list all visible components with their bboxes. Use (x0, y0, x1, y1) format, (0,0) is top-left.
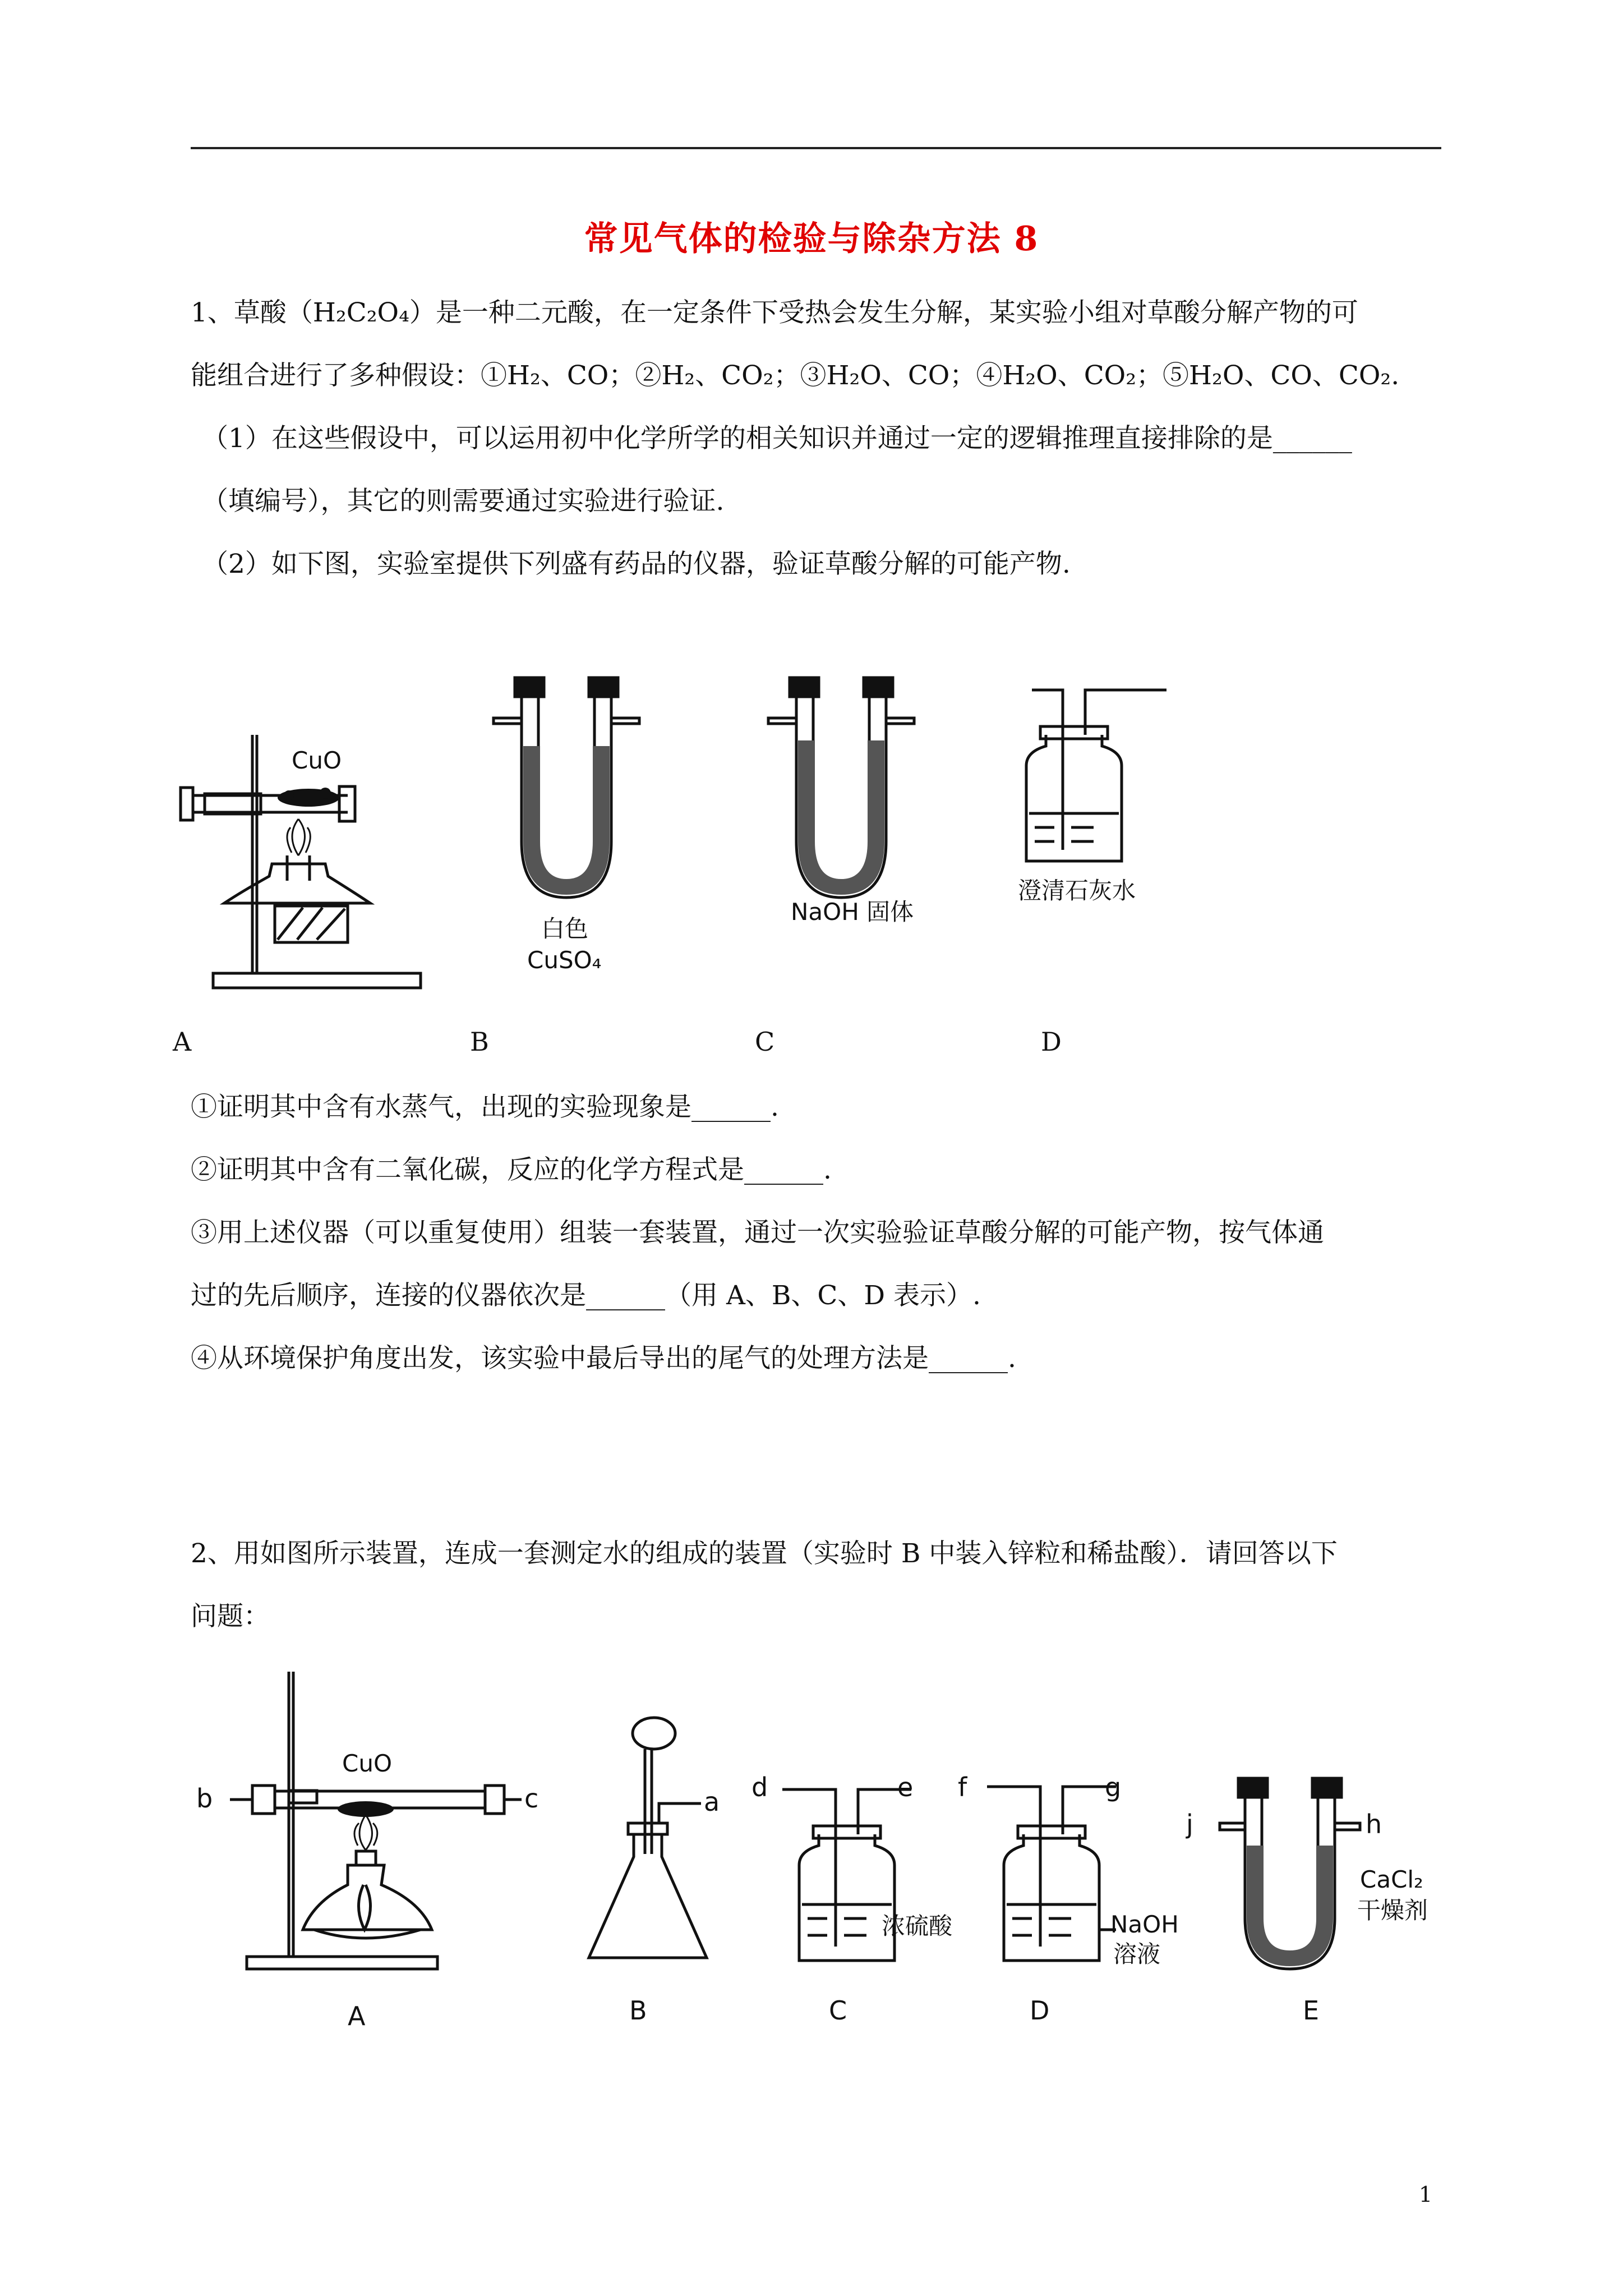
q1-sub2: （2）如下图，实验室提供下列盛有药品的仪器，验证草酸分解的可能产物. (202, 549, 1071, 579)
q1-item-1: ①证明其中含有水蒸气，出现的实验现象是______. (191, 1092, 779, 1122)
naoh-solid-fill (798, 740, 884, 895)
figure-2-port-e: e (897, 1772, 914, 1802)
figure-1-letter-c: C (755, 1027, 775, 1057)
q2-line-2: 问题： (191, 1601, 270, 1632)
figure-1-letter-b: B (470, 1027, 489, 1057)
figure-2-port-a: a (704, 1787, 720, 1817)
cuso4-fill (523, 746, 610, 895)
figure-1-b-label-1: 白色 (541, 915, 589, 942)
figure-1-svg (168, 668, 1211, 1004)
figure-2-letter-c: C (829, 1995, 847, 2026)
figure-1-c-label: NaOH 固体 (791, 898, 914, 926)
q1-item-3-line-1: ③用上述仪器（可以重复使用）组装一套装置，通过一次实验验证草酸分解的可能产物，按气体通 (191, 1217, 1324, 1248)
header-rule (191, 147, 1441, 149)
figure-2-letter-b: B (629, 1995, 647, 2026)
figure-2-port-d: d (751, 1772, 768, 1802)
page-title: 常见气体的检验与除杂方法 8 (584, 219, 1039, 259)
figure-2-port-b: b (196, 1783, 213, 1814)
figure-2-letter-d: D (1030, 1995, 1050, 2026)
figure-1-apparatus (168, 668, 1211, 1004)
figure-1-letter-a: A (173, 1027, 192, 1057)
figure-2-port-c: c (524, 1783, 539, 1814)
q1-sub1-line-2: （填编号），其它的则需要通过实验进行验证. (202, 486, 725, 517)
figure-2-d-label-1: NaOH (1110, 1911, 1179, 1938)
apparatus-2d-gas-bottle (987, 1787, 1116, 1961)
figure-2-d-label-2: 溶液 (1113, 1940, 1161, 1968)
figure-2-svg (185, 1666, 1475, 2047)
apparatus-d-gas-bottle (1026, 690, 1166, 861)
figure-2-port-f: f (958, 1772, 967, 1802)
q1-sub1-line-1: （1）在这些假设中，可以运用初中化学所学的相关知识并通过一定的逻辑推理直接排除的是______ (202, 423, 1352, 454)
figure-2-port-h: h (1366, 1809, 1382, 1839)
page-number: 1 (1419, 2182, 1433, 2207)
flame (287, 819, 310, 855)
q2-line-1: 2、用如图所示装置，连成一套测定水的组成的装置（实验时 B 中装入锌粒和稀盐酸）．请回答以下 (191, 1538, 1338, 1569)
figure-2-letter-e: E (1303, 1995, 1320, 2026)
figure-1-b-label-2: CuSO₄ (527, 946, 602, 974)
flame-2 (354, 1815, 377, 1850)
apparatus-b-u-tube (494, 678, 639, 898)
figure-2-e-label-2: 干燥剂 (1357, 1897, 1428, 1924)
figure-2-cuo-label: CuO (342, 1750, 393, 1777)
figure-2-port-g: g (1105, 1772, 1122, 1802)
figure-2-port-j: j (1186, 1809, 1193, 1839)
apparatus-2b-flask (589, 1718, 707, 1958)
figure-2-apparatus (185, 1666, 1475, 2047)
cuo-powder (278, 788, 339, 807)
figure-1-cuo-label: CuO (292, 747, 342, 774)
apparatus-2a-heating-tube (230, 1672, 522, 1969)
cacl2-fill (1247, 1846, 1333, 1966)
q1-line-2: 能组合进行了多种假设：①H₂、CO；②H₂、CO₂；③H₂O、CO；④H₂O、CO₂；⑤H₂O、CO、CO₂. (191, 360, 1400, 391)
figure-2-e-label-1: CaCl₂ (1360, 1866, 1423, 1893)
figure-1-d-label: 澄清石灰水 (1018, 877, 1136, 904)
figure-1-letter-d: D (1041, 1027, 1062, 1057)
q1-item-4: ④从环境保护角度出发，该实验中最后导出的尾气的处理方法是______. (191, 1343, 1016, 1374)
q1-line-1: 1、草酸（H₂C₂O₄）是一种二元酸，在一定条件下受热会发生分解，某实验小组对草酸分解产物的可 (191, 297, 1358, 328)
figure-2-c-label: 浓硫酸 (882, 1912, 953, 1940)
apparatus-2e-u-tube (1220, 1778, 1360, 1969)
cuo-powder-2 (338, 1801, 394, 1817)
q1-item-2: ②证明其中含有二氧化碳，反应的化学方程式是______. (191, 1154, 832, 1185)
figure-2-letter-a: A (348, 2001, 366, 2031)
q1-item-3-line-2: 过的先后顺序，连接的仪器依次是______（用 A、B、C、D 表示）. (191, 1280, 981, 1311)
apparatus-c-u-tube (768, 678, 914, 898)
